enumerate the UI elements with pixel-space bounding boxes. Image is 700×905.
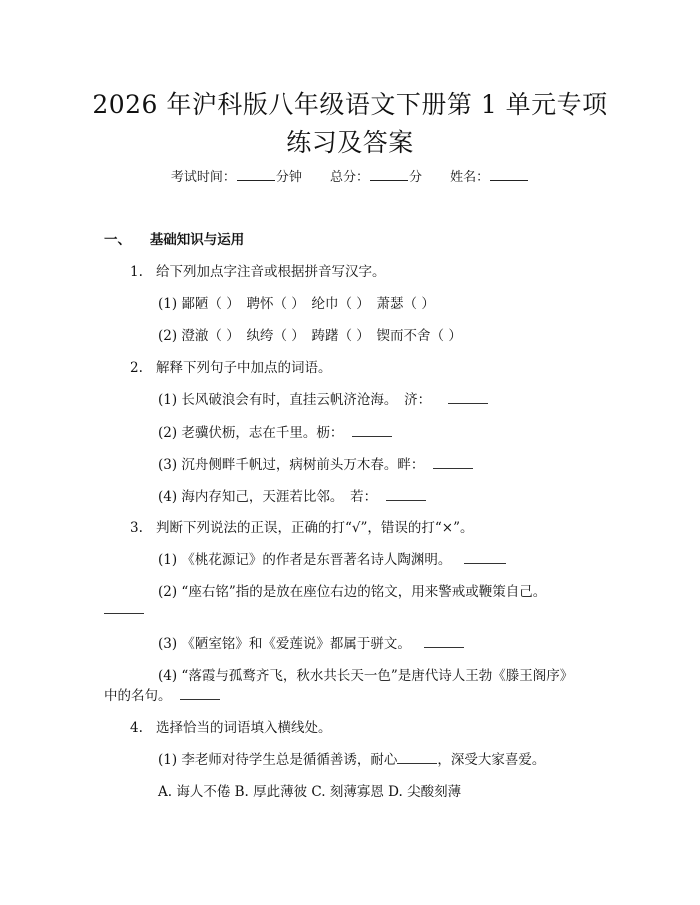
score-label: 总分： <box>329 170 369 185</box>
answer-blank[interactable] <box>180 686 220 700</box>
q3-item-3-text: (3) 《陋室铭》和《爱莲说》都属于骈文。 <box>158 636 411 652</box>
question-4 <box>130 718 332 738</box>
q3-item-3 <box>158 634 464 654</box>
q3-item-2: (2) “座右铭”指的是放在座位右边的铭文，用来警戒或鞭策自己。 <box>158 584 547 600</box>
question-3 <box>130 518 474 538</box>
section-title: 基础知识与运用 <box>149 232 245 248</box>
answer-blank[interactable] <box>448 390 488 404</box>
time-blank <box>237 168 275 181</box>
question-text: 解释下列句子中加点的词语。 <box>156 360 332 376</box>
question-1 <box>130 262 386 282</box>
q1-row-1: (1) 鄙陋（ ） 聘怀（ ） 纶巾（ ） 萧瑟（ ） <box>158 296 435 312</box>
q2-item-2-text: (2) 老骥伏枥，志在千里。枥： <box>158 425 344 441</box>
exam-meta <box>0 168 700 188</box>
q1-row-2: (2) 澄澈（ ） 纨绔（ ） 踌躇（ ） 锲而不舍（ ） <box>158 328 462 344</box>
answer-blank[interactable] <box>386 487 426 501</box>
q2-item-2 <box>158 423 392 443</box>
name-blank <box>490 168 528 181</box>
score-unit: 分 <box>409 170 423 185</box>
exam-time <box>171 170 302 185</box>
question-text: 选择恰当的词语填入横线处。 <box>156 720 332 736</box>
question-number: 3. <box>130 520 143 536</box>
q2-item-4-text: (4) 海内存知己，天涯若比邻。 若： <box>158 489 378 505</box>
answer-blank[interactable] <box>352 423 392 437</box>
q3-item-1-text: (1) 《桃花源记》的作者是东晋著名诗人陶渊明。 <box>158 552 452 568</box>
title-line-2: 练习及答案 <box>286 128 414 157</box>
exam-score <box>330 170 422 185</box>
q3-item-4a: (4) “落霞与孤鹜齐飞，秋水共长天一色”是唐代诗人王勃《滕王阁序》 <box>158 668 574 684</box>
q2-item-1-text: (1) 长风破浪会有时，直挂云帆济沧海。 济： <box>158 392 432 408</box>
q4-item-1 <box>158 750 545 770</box>
q3-item-1 <box>158 550 506 570</box>
q3-item-4b <box>104 686 220 706</box>
question-text: 给下列加点字注音或根据拼音写汉字。 <box>156 264 386 280</box>
section-number: 一、 <box>104 232 131 248</box>
question-number: 2. <box>130 360 143 376</box>
question-number: 1. <box>130 264 143 280</box>
q2-item-4 <box>158 487 426 507</box>
answer-blank[interactable] <box>464 550 506 564</box>
q2-item-1 <box>158 390 488 410</box>
q3-item-2-blank <box>104 600 144 620</box>
answer-blank[interactable] <box>424 634 464 648</box>
answer-blank[interactable] <box>104 600 144 614</box>
question-text: 判断下列说法的正误，正确的打“√”，错误的打“×”。 <box>156 520 474 536</box>
q4-item-1-text-b: ，深受大家喜爱。 <box>437 752 546 768</box>
question-number: 4. <box>130 720 143 736</box>
time-label: 考试时间： <box>170 170 236 185</box>
q2-item-3-text: (3) 沉舟侧畔千帆过，病树前头万木春。畔： <box>158 457 425 473</box>
title-line-1: 2026 年沪科版八年级语文下册第 1 单元专项 <box>92 90 608 119</box>
answer-blank[interactable] <box>397 750 437 764</box>
q4-item-1-text-a: (1) 李老师对待学生总是循循善诱，耐心 <box>158 752 398 768</box>
q4-options: A. 诲人不倦 B. 厚此薄彼 C. 刻薄寡恩 D. 尖酸刻薄 <box>158 784 462 800</box>
section-heading <box>104 230 244 250</box>
score-blank <box>370 168 408 181</box>
name-label: 姓名： <box>450 170 490 185</box>
exam-name <box>450 170 529 185</box>
q3-item-4b-text: 中的名句。 <box>104 688 172 704</box>
answer-blank[interactable] <box>433 455 473 469</box>
document-title <box>80 86 620 162</box>
time-unit: 分钟 <box>275 170 302 185</box>
question-2 <box>130 358 332 378</box>
q2-item-3 <box>158 455 473 475</box>
